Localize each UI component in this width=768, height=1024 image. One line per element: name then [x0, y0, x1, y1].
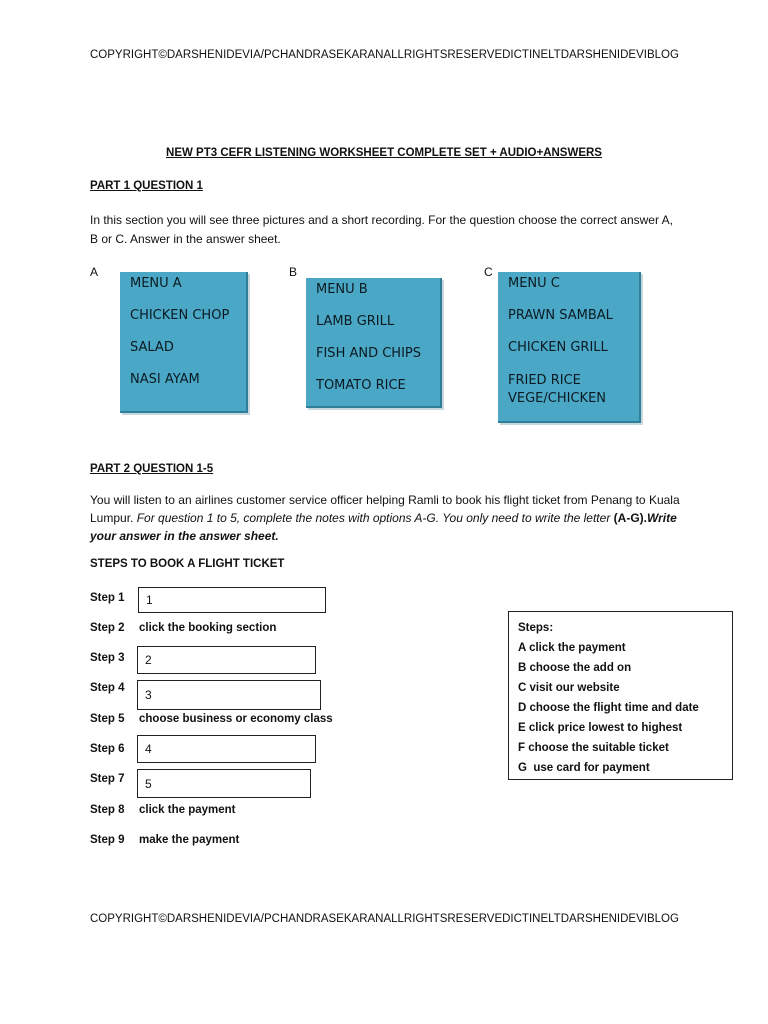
menu-item: TOMATO RICE	[316, 378, 406, 393]
menu-card-c	[496, 270, 639, 421]
menu-card-a	[118, 270, 246, 411]
menu-item: CHICKEN GRILL	[508, 340, 608, 355]
menu-item: MENU C	[508, 276, 560, 291]
step-label: Step 2	[90, 622, 125, 634]
instruction-bold: (A-G).	[613, 511, 647, 525]
instruction-text: You will listen to an airlines customer service officer helping Ramli to book his flight ticket from Penang to Kuala Lumpur.	[90, 493, 680, 525]
menu-item: NASI AYAM	[130, 372, 200, 387]
option-letter-c: C	[484, 265, 493, 279]
option-item: E click price lowest to highest	[518, 722, 683, 734]
step-text: make the payment	[139, 834, 240, 846]
answer-box-3[interactable]: 3	[137, 680, 321, 710]
menu-item: LAMB GRILL	[316, 314, 395, 329]
menu-item: CHICKEN CHOP	[130, 308, 230, 323]
option-item: F choose the suitable ticket	[518, 742, 669, 754]
copyright-footer: COPYRIGHT©DARSHENIDEVIA/PCHANDRASEKARANALLRIGHTSRESERVEDICTINELTDARSHENIDEVIBLOG	[90, 913, 679, 925]
option-item: A click the payment	[518, 642, 626, 654]
part1-instruction: In this section you will see three pictures and a short recording. For the question choose the correct answer A, B or C. Answer in the answer sheet.	[90, 213, 673, 246]
part2-instruction	[90, 491, 690, 545]
step-label: Step 5	[90, 713, 125, 725]
options-heading: Steps:	[518, 622, 554, 634]
part2-heading: PART 2 QUESTION 1-5	[90, 463, 214, 475]
option-item: D choose the flight time and date	[518, 702, 699, 714]
menu-item: MENU A	[130, 276, 182, 291]
step-text: click the booking section	[139, 622, 277, 634]
menu-item: MENU B	[316, 282, 368, 297]
step-label: Step 7	[90, 773, 125, 785]
step-text: click the payment	[139, 804, 236, 816]
answer-box-2[interactable]: 2	[137, 646, 316, 674]
option-letter-b: B	[289, 265, 298, 279]
part1-heading: PART 1 QUESTION 1	[90, 180, 203, 192]
step-label: Step 6	[90, 743, 125, 755]
menu-item: PRAWN SAMBAL	[508, 308, 613, 323]
step-label: Step 3	[90, 652, 125, 664]
page-title: NEW PT3 CEFR LISTENING WORKSHEET COMPLETE SET + AUDIO+ANSWERS	[166, 147, 602, 159]
option-item: G use card for payment	[518, 762, 650, 774]
menu-item: FRIED RICE VEGE/CHICKEN	[508, 373, 607, 406]
step-label: Step 9	[90, 834, 125, 846]
option-item: B choose the add on	[518, 662, 632, 674]
menu-item: FISH AND CHIPS	[316, 346, 422, 361]
answer-box-5[interactable]: 5	[137, 769, 311, 798]
step-label: Step 8	[90, 804, 125, 816]
answer-box-4[interactable]: 4	[137, 735, 316, 763]
step-label: Step 1	[90, 592, 125, 604]
step-label: Step 4	[90, 682, 125, 694]
option-letter-a: A	[90, 265, 99, 279]
instruction-italic: For question 1 to 5, complete the notes with options A-G. You only need to write the letter	[136, 511, 614, 525]
menu-item: SALAD	[130, 340, 174, 355]
menu-card-b	[304, 276, 440, 406]
steps-heading: STEPS TO BOOK A FLIGHT TICKET	[90, 558, 285, 570]
option-item: C visit our website	[518, 682, 620, 694]
instruction-bold-italic: Write your answer in the answer sheet.	[90, 511, 677, 543]
options-box	[508, 611, 733, 780]
copyright-header: COPYRIGHT©DARSHENIDEVIA/PCHANDRASEKARANALLRIGHTSRESERVEDICTINELTDARSHENIDEVIBLOG	[90, 49, 679, 61]
step-text: choose business or economy class	[139, 713, 333, 725]
answer-box-1[interactable]: 1	[138, 587, 326, 613]
